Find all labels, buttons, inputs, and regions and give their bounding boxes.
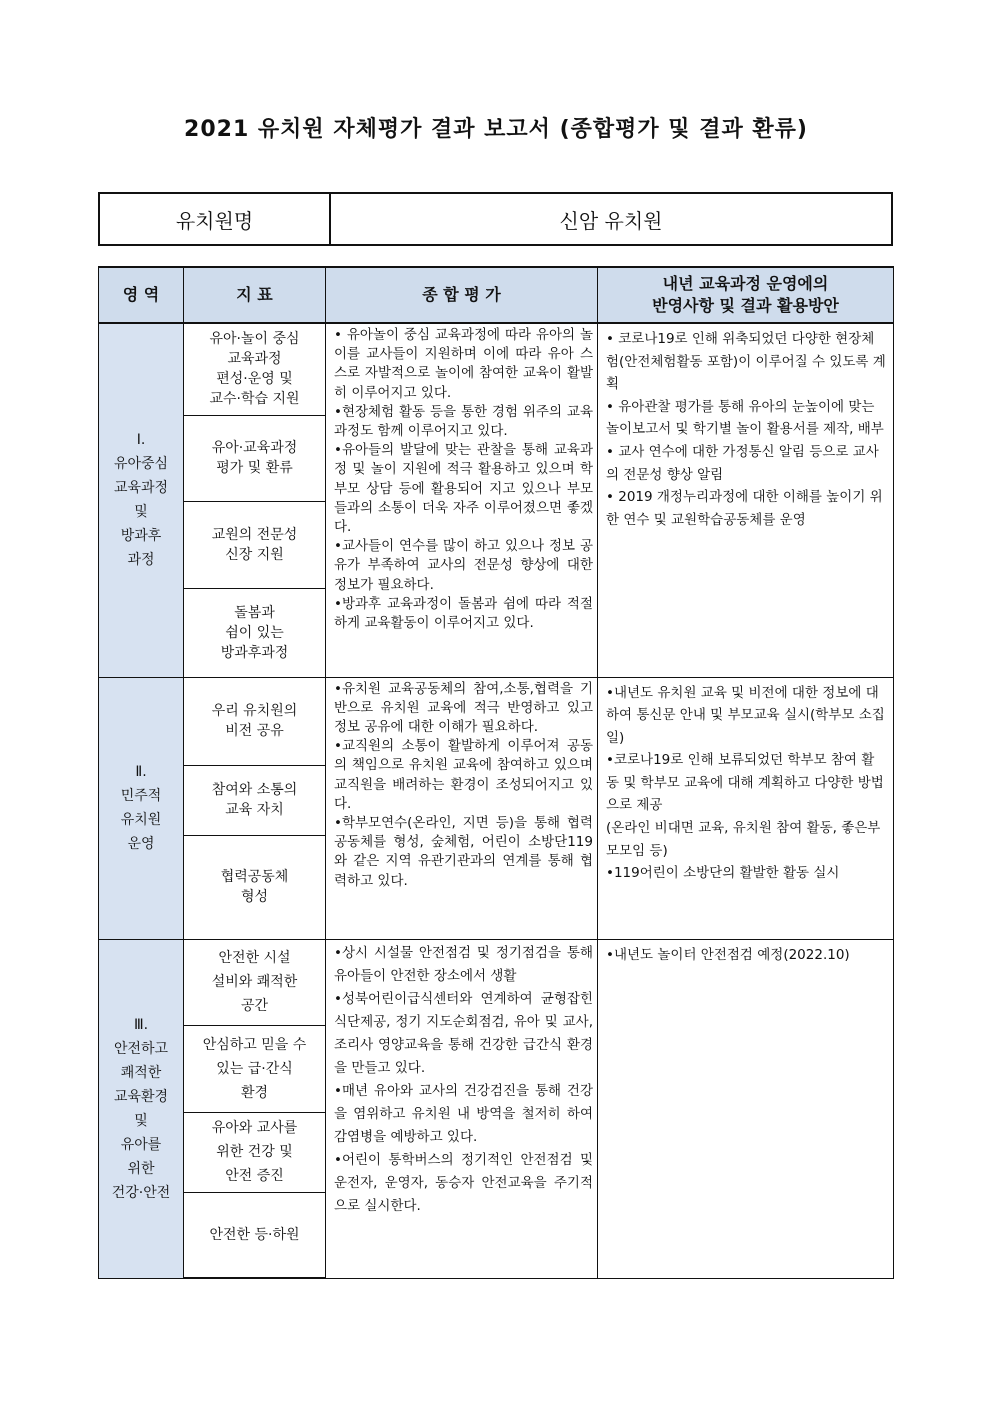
- indicator-line: 편성·운영 및: [216, 371, 293, 388]
- indicator-line: 방과후과정: [220, 644, 289, 661]
- evaluation-item: •매년 유아와 교사의 건강검진을 통해 건강을 염위하고 유치원 내 방역을 철저히 하여 감염병을 예방하고 있다.: [334, 1082, 593, 1145]
- area-line: 과정: [127, 552, 155, 569]
- area-line: 방과후: [120, 528, 162, 545]
- indicator-line: 공간: [240, 998, 269, 1014]
- indicator-line: 돌봄과: [234, 604, 275, 621]
- indicator-line: 안심하고 믿을 수: [202, 1036, 307, 1053]
- area-line: 및: [134, 504, 148, 521]
- indicator-line: 유아·교육과정: [211, 440, 298, 456]
- indicator-3-1: [184, 939, 326, 1025]
- indicator-line: 협력공동체: [220, 869, 289, 885]
- plan-item: •코로나19로 인해 보류되었던 학부모 참여 활동 및 학부모 교육에 대해 계획하고 다양한 방법으로 제공: [606, 752, 884, 814]
- area-line: 민주적: [120, 788, 162, 804]
- indicator-line: 교육과정: [227, 351, 282, 368]
- area-line: Ⅲ.: [133, 1016, 149, 1033]
- kindergarten-name-table: [98, 192, 893, 246]
- indicator-1-2: [184, 415, 326, 501]
- evaluation-item: •교사들이 연수를 많이 하고 있으나 정보 공유가 부족하여 교사의 전문성 향상에 대한 정보가 필요하다.: [334, 538, 593, 593]
- indicator-1-1: [184, 323, 326, 415]
- evaluation-item: •교직원의 소통이 활발하게 이루어져 공동의 책임으로 유치원 교육에 참여하고 있으며 교직원을 배려하는 환경이 조성되어지고 있다.: [334, 738, 593, 812]
- indicator-1-3: [184, 501, 326, 588]
- evaluation-item: • 유아놀이 중심 교육과정에 따라 유아의 놀이를 교사들이 지원하며 이에 따라 유아 스스로 자발적으로 놀이에 참여한 교육이 활발히 이루어지고 있다.: [334, 327, 593, 401]
- indicator-line: 우리 유치원의: [211, 703, 298, 719]
- indicator-line: 쉼이 있는: [225, 624, 284, 641]
- area-line: 유치원: [120, 812, 162, 828]
- area-line: 건강·안전: [111, 1184, 171, 1201]
- indicator-line: 신장 지원: [225, 546, 284, 563]
- indicator-3-4: [184, 1192, 326, 1278]
- plan-1: [598, 323, 894, 677]
- plan-item: • 2019 개정누리과정에 대한 이해를 높이기 위한 연수 및 교원학습공동체를 운영: [606, 489, 883, 528]
- indicator-3-2: [184, 1025, 326, 1112]
- indicator-line: 비전 공유: [225, 723, 284, 739]
- area-3: [99, 939, 184, 1278]
- area-line: Ⅰ.: [136, 432, 146, 449]
- indicator-line: 교원의 전문성: [211, 526, 298, 543]
- area-line: 쾌적한: [120, 1064, 162, 1081]
- area-line: 교육환경: [113, 1088, 169, 1105]
- indicator-line: 형성: [240, 889, 269, 905]
- plan-item: (온라인 비대면 교육, 유치원 참여 활동, 좋은부모모임 등): [606, 820, 881, 859]
- area-line: 및: [134, 1112, 148, 1129]
- indicator-line: 교육 자치: [225, 802, 284, 818]
- evaluation-item: •유치원 교육공동체의 참여,소통,협력을 기반으로 유치원 교육에 적극 반영하고 있고 정보 공유에 대한 이해가 필요하다.: [334, 680, 593, 735]
- evaluation-item: •방과후 교육과정이 돌봄과 쉼에 따라 적절하게 교육활동이 이루어지고 있다.: [334, 595, 593, 632]
- header-area: 영 역: [99, 267, 184, 323]
- plan-item: • 교사 연수에 대한 가정통신 알림 등으로 교사의 전문성 향상 알림: [606, 443, 879, 483]
- indicator-2-1: [184, 677, 326, 765]
- header-plan: [598, 267, 894, 323]
- indicator-1-4: [184, 588, 326, 677]
- indicator-line: 설비와 쾌적한: [211, 974, 298, 990]
- indicator-line: 안전한 시설: [218, 950, 291, 966]
- area-line: 교육과정: [113, 480, 169, 497]
- plan-item: •119어린이 소방단의 활발한 활동 실시: [606, 865, 840, 882]
- evaluation-item: •성북어린이급식센터와 연계하여 균형잡힌 식단제공, 정기 지도순회점검, 유아 및 교사, 조리사 영양교육을 통해 건강한 급간식 환경을 만들고 있다.: [334, 990, 593, 1076]
- header-evaluation: 종 합 평 가: [326, 267, 598, 323]
- area-line: 유아중심: [113, 456, 169, 473]
- plan-item: •내년도 유치원 교육 및 비전에 대한 정보에 대하여 통신문 안내 및 부모교육 실시(학부모 소집일): [606, 684, 885, 746]
- header-indicator: 지 표: [184, 267, 326, 323]
- evaluation-1: [326, 323, 598, 677]
- indicator-line: 교수·학습 지원: [209, 391, 300, 408]
- area-1: [99, 323, 184, 677]
- indicator-line: 유아와 교사를: [211, 1120, 298, 1136]
- area-line: Ⅱ.: [135, 764, 147, 780]
- evaluation-table: [98, 266, 894, 1279]
- header-plan-line: 내년 교육과정 운영에의: [662, 274, 829, 293]
- indicator-line: 위한 건강 및: [216, 1144, 293, 1160]
- indicator-line: 안전 증진: [225, 1168, 284, 1184]
- indicator-line: 참여와 소통의: [211, 782, 298, 798]
- plan-2: [598, 677, 894, 939]
- evaluation-3: [326, 939, 598, 1278]
- area-line: 유아를: [120, 1136, 162, 1153]
- area-line: 위한: [127, 1160, 155, 1177]
- indicator-2-2: [184, 765, 326, 835]
- indicator-line: 유아·놀이 중심: [209, 331, 300, 348]
- plan-item: • 코로나19로 인해 위축되었던 다양한 현장체험(안전체험활동 포함)이 이루어질 수 있도록 계획: [606, 331, 886, 393]
- evaluation-item: •상시 시설물 안전점검 및 정기점검을 통해 유아들이 안전한 장소에서 생활: [334, 944, 593, 984]
- indicator-line: 있는 급·간식: [216, 1060, 293, 1077]
- indicator-line: 환경: [240, 1084, 269, 1101]
- evaluation-item: •유아들의 발달에 맞는 관찰을 통해 교육과정 및 놀이 지원에 적극 활용하고 있으며 학부모 상담 등에 활용되어 지고 있으나 부모들과의 소통이 더욱 자주 이루어졌으면 좋겠다.: [334, 442, 593, 536]
- indicator-line: 안전한 등·하원: [209, 1226, 300, 1243]
- area-line: 안전하고: [113, 1040, 169, 1057]
- evaluation-item: •학부모연수(온라인, 지면 등)을 통해 협력공동체를 형성, 숲체험, 어린이 소방단119와 같은 지역 유관기관과의 연계를 통해 협력하고 있다.: [334, 814, 593, 889]
- evaluation-2: [326, 677, 598, 939]
- indicator-3-3: [184, 1112, 326, 1192]
- page-title: 2021 유치원 자체평가 결과 보고서 (종합평가 및 결과 환류): [184, 117, 808, 142]
- indicator-2-3: [184, 835, 326, 939]
- evaluation-item: •현장체험 활동 등을 통한 경험 위주의 교육과정도 함께 이루어지고 있다.: [334, 403, 593, 440]
- plan-item: • 유아관찰 평가를 통해 유아의 눈높이에 맞는 놀이보고서 및 학기별 놀이 활용서를 제작, 배부: [606, 398, 884, 438]
- evaluation-item: •어린이 통학버스의 정기적인 안전점검 및 운전자, 운영자, 동승자 안전교육을 주기적으로 실시한다.: [334, 1151, 593, 1214]
- plan-item: •내년도 놀이터 안전점검 예정(2022.10): [606, 946, 850, 963]
- area-line: 운영: [127, 836, 155, 852]
- indicator-line: 평가 및 환류: [216, 460, 293, 476]
- plan-3: [598, 939, 894, 1278]
- header-plan-line: 반영사항 및 결과 활용방안: [652, 296, 839, 315]
- kindergarten-name: 신암 유치원: [330, 193, 892, 245]
- kindergarten-label: 유치원명: [99, 193, 330, 245]
- area-2: [99, 677, 184, 939]
